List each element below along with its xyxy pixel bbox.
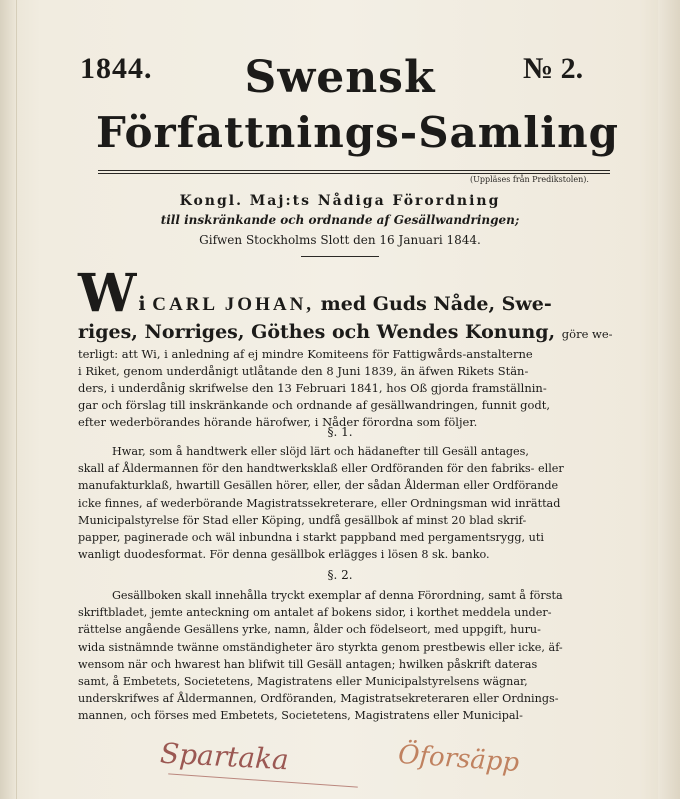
section-2-line: mannen, och förses med Embetets, Societetens, Magistratens eller Municipal- [78, 709, 523, 723]
drop-capital: W [78, 263, 137, 324]
short-divider [301, 256, 379, 257]
preamble-text-line: terligt: att Wi, i anledning af ej mindre Komiteens för Fattigwårds-anstalterne [78, 347, 533, 361]
section-1-heading: §. 1. [327, 425, 353, 439]
section-2-heading: §. 2. [327, 568, 353, 582]
section-2-line: rättelse angående Gesällens yrke, namn, ålder och födelseort, med uppgift, huru- [78, 623, 541, 637]
section-1-line: icke finnes, af wederbörande Magistratssekreterare, eller Ordningsman wid inrättad [78, 496, 561, 510]
king-name: CARL JOHAN, [152, 294, 315, 315]
section-1-line: manufakturklaß, hwartill Gesällen hörer, eller, der sådan Ålderman eller Ordförande [78, 479, 559, 493]
preamble-text-line: ders, i underdånig skrifwelse den 13 Februari 1841, hos Oß gjorda framställnin- [78, 381, 547, 395]
preamble-i: i [138, 293, 146, 315]
handwritten-note: Öforsäpp [397, 739, 521, 779]
preamble-text-line: efter wederbörandes hörande härofwer, i Nåder förordna som följer. [78, 415, 478, 429]
page-fold [0, 0, 17, 799]
section-2-line: underskrifwes af Åldermannen, Ordföranden, Magistratsekreteraren eller Ordnings- [78, 692, 559, 706]
preamble [78, 263, 618, 431]
preamble-text-line: i Riket, genom underdånigt utlåtande den 8 Juni 1839, än äfwen Rikets Stän- [78, 364, 529, 378]
masthead-title-line2: Författnings-Samling [96, 108, 620, 157]
section-2-line: Gesällboken skall innehålla tryckt exemplar af denna Förordning, samt å första [112, 589, 563, 602]
section-1-line: papper, paginerade och wäl inbundna i starkt pappband med pergamentsrygg, uti [78, 531, 544, 545]
preamble-line-1 [138, 291, 551, 318]
section-1-line: Municipalstyrelse för Stad eller Köping, undfå gesällbok af minst 20 blad skrif- [78, 513, 527, 527]
section-1-line: Hwar, som å handtwerk eller slöjd lärt och hädanefter till Gesäll antages, [112, 445, 529, 458]
reading-note: (Uppläses från Predikstolen). [470, 175, 589, 184]
preamble-line-2 [78, 320, 618, 346]
section-2-line: wensom när och hwarest han blifwit till Gesäll antagen; hwilken påskrift dateras [78, 657, 538, 671]
section-2-line: wida sistnämnde twänne omständigheter äro styrkta genom prestbewis eller icke, äf- [78, 640, 563, 654]
masthead-rule [98, 170, 610, 171]
section-2-line: samt, å Embetets, Societetens, Magistratens eller Municipalstyrelsens wägnar, [78, 675, 528, 689]
signature-underline [168, 773, 358, 787]
ordinance-title: Kongl. Maj:ts Nådiga Förordning [179, 193, 501, 209]
preamble-line-2-text: riges, Norriges, Göthes och Wendes Konung, [78, 321, 556, 343]
issue-year: 1844. [80, 52, 153, 85]
ordinance-subtitle: till inskränkande och ordnande af Gesällwandringen; [160, 213, 520, 227]
handwritten-signature: Spartaka [159, 736, 290, 777]
preamble-line-1-tail: med Guds Nåde, Swe- [320, 293, 552, 315]
masthead-rule-second [98, 173, 610, 174]
section-1-body [78, 443, 618, 563]
section-1-line: wanligt duodesformat. För denna gesällbok erlägges i lösen 8 sk. banko. [78, 548, 490, 562]
section-1-line: skall af Åldermannen för den handtwerksklaß eller Ordföranden för den fabriks- eller [78, 462, 564, 476]
next-leaf-edge [658, 0, 680, 799]
section-2-line: skriftbladet, jemte anteckning om antalet af bokens sidor, i korthet meddela under- [78, 606, 552, 620]
preamble-line-2-tail: göre we- [561, 327, 613, 341]
section-2-body [78, 587, 618, 725]
masthead-title-line1: Swensk [244, 52, 436, 103]
issue-number: № 2. [523, 52, 584, 85]
preamble-text-line: gar och förslag till inskränkande och ordnande af gesällwandringen, funnit godt, [78, 398, 551, 412]
ordinance-date: Gifwen Stockholms Slott den 16 Januari 1844. [199, 233, 481, 247]
